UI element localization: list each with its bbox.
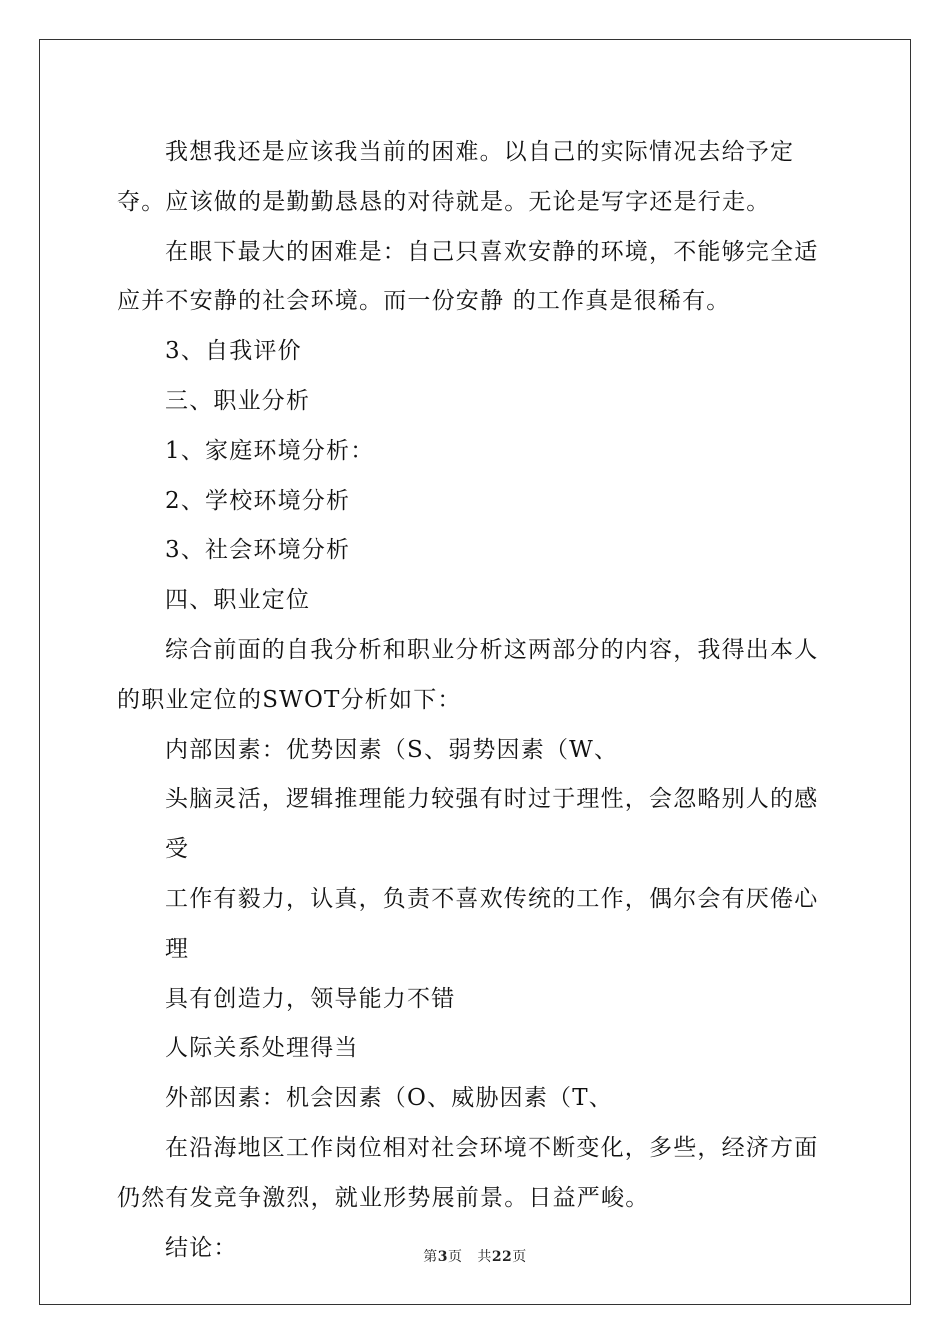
footer-total-unit: 页 [512,1249,527,1265]
section-heading: 四、职业定位 [165,587,311,614]
paragraph: 内部因素：优势因素（S、弱势因素（W、 [165,736,619,763]
footer-page-unit: 页 [447,1249,463,1265]
paragraph: 我想我还是应该我当前的困难。以自己的实际情况去给予定夺。应该做的是勤勤恳恳的对待就是。无论是写字还是行走。 [117,139,795,215]
paragraph: 在沿海地区工作岗位相对社会环境不断变化，多些，经济方面仍然有发竞争激烈，就业形势展前景。日益严峻。 [117,1134,819,1211]
footer-prefix: 第 [423,1249,438,1265]
paragraph: 3、社会环境分析 [165,537,351,564]
total-pages-number: 22 [491,1249,513,1265]
paragraph: 综合前面的自我分析和职业分析这两部分的内容，我得出本人的职业定位的SWOT分析如下： [117,636,819,713]
paragraph: 结论： [165,1234,238,1261]
swot-row: 人际关系处理得当 [165,1035,359,1062]
paragraph: 外部因素：机会因素（O、威胁因素（T、 [165,1085,613,1112]
footer-total-prefix: 共 [477,1249,492,1265]
paragraph: 2、学校环境分析 [165,487,351,514]
swot-row: 头脑灵活，逻辑推理能力较强有时过于理性，会忽略别人的感受 [165,786,819,863]
current-page-number: 3 [437,1249,448,1265]
document-body [117,128,837,1273]
section-heading: 三、职业分析 [165,387,311,414]
swot-row: 具有创造力，领导能力不错 [165,985,456,1012]
page-footer [0,1247,950,1267]
paragraph: 1、家庭环境分析： [165,437,375,464]
paragraph: 3、自我评价 [165,338,302,365]
swot-row: 工作有毅力，认真，负责不喜欢传统的工作，偶尔会有厌倦心理 [165,885,819,962]
paragraph: 在眼下最大的困难是：自己只喜欢安静的环境，不能够完全适应并不安静的社会环境。而一份安静 的工作真是很稀有。 [117,238,819,315]
